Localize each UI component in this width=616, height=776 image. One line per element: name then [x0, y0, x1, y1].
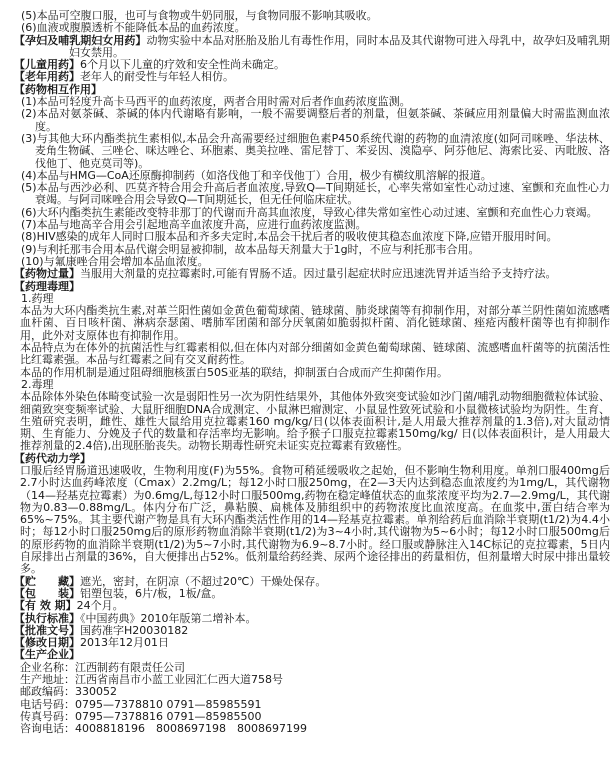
interaction-6-content: (6)大环内酯类抗生素能改变特非那丁的代谢而升高其血浓度，导致心律失常如室性心动过速、室颤和充血性心力衰竭。: [21, 205, 598, 219]
section-revision-date: [7, 637, 610, 649]
section-revision-date-content: 2013年12月01日: [80, 636, 169, 650]
toxicology-para-content: 本品除体外染色体畸变试验一次是弱阳性另一次为阴性结果外，其他体外致突变试验如沙门菌/哺乳动物细胞微粒体试验、细菌致突变频率试验、大鼠肝细胞DNA合成测定、小鼠淋巴瘤测定、小鼠显性致死试验和小鼠微核试验均为阴性。生育、生殖研究表明，雌性、雄性大鼠给用克拉霉素160 mg/kg/日(以体表面积计,是人用最大推荐剂量的1.3倍),对大鼠动情期、生育能力、分娩及子代的数量和存活率均无影响。给予猴子口服克拉霉素150mg/kg/ 日(以体表面积计，是人用最大推荐剂量的2.4倍),出现胚胎丧失。动物长期毒性研究未证实克拉霉素有致癌性。: [20, 390, 610, 453]
section-children-content: 6个月以下儿童的疗效和安全性尚未确定。: [80, 58, 285, 72]
pharmacology-para-1: [7, 305, 610, 342]
section-pharmacology-toxicology: [7, 281, 610, 293]
item-note-6-content: (6)血液或腹膜透析不能降低本品的血药浓度。: [21, 21, 246, 35]
item-note-5-content: (5)本品可空腹口服，也可与食物或牛奶同服，与食物同服不影响其吸收。: [21, 9, 378, 22]
section-drug-interactions-label: 【药物相互作用】: [14, 82, 102, 96]
interaction-2: [7, 108, 610, 133]
section-pregnancy: [7, 35, 610, 60]
section-pregnancy-label: 【孕妇及哺乳期妇女用药】: [14, 33, 147, 47]
manufacturer-postcode-label: 邮政编码：: [20, 685, 75, 699]
section-elderly-content: 老年人的耐受性与年轻人相仿。: [80, 70, 234, 84]
section-pregnancy-content: 动物实验中本品对胚胎及胎儿有毒性作用，同时本品及其代谢物可进入母乳中，故孕妇及哺乳期妇女禁用。: [69, 33, 610, 59]
interaction-1-content: (1)本品可轻度升高卡马西平的血药浓度，两者合用时需对后者作血药浓度监测。: [21, 95, 411, 109]
section-revision-date-label: 【修改日期】: [14, 636, 80, 650]
section-overdose-label: 【药物过量】: [14, 267, 80, 281]
subsection-pharmacology-content: 1.药理: [21, 291, 54, 305]
manufacturer-hotline: [7, 723, 610, 735]
section-children-label: 【儿童用药】: [14, 58, 80, 72]
interaction-10-content: (10)与氟康唑合用会增加本品血浓度。: [21, 254, 209, 268]
pharmacokinetics-para: [7, 465, 610, 576]
manufacturer-hotline-content: 4008818196 8008697198 8008697199: [75, 722, 307, 736]
section-approval-number-content: 国药准字H20030182: [80, 623, 189, 637]
section-pharmacokinetics-label: 【药代动力学】: [14, 451, 91, 465]
section-approval-number-label: 【批准文号】: [14, 623, 80, 637]
interaction-5: [7, 182, 610, 207]
section-packaging-label: 【包 装】: [14, 586, 80, 600]
section-elderly-label: 【老年用药】: [14, 70, 80, 84]
interaction-4-content: (4)本品与HMG—CoA还原酶抑制药（如洛伐他丁和辛伐他丁）合用，极少有横纹肌溶解的报道。: [21, 168, 492, 182]
manufacturer-postcode-content: 330052: [75, 685, 117, 699]
manufacturer-fax-label: 传真号码：: [20, 709, 75, 723]
manufacturer-address-content: 江西省南昌市小蓝工业园汇仁西大道758号: [75, 673, 283, 687]
interaction-3-content: (3)与其他大环内酯类抗生素相似,本品会升高需要经过细胞色素P450系统代谢的药物的血清浓度(如阿司咪唑、华法林、麦角生物碱、三唑仑、咪达唑仑、环胞素、奥美拉唑、雷尼替丁、苯妥因、溴隐亭、阿芬他尼、海索比妥、丙吡胺、洛伐他丁、他克莫司等)。: [21, 131, 610, 170]
pharmacokinetics-para-content: 口服后经胃肠道迅速吸收，生物利用度(F)为55%。食物可稍延缓吸收之起始，但不影响生物利用度。单剂口服400mg后2.7小时达血药峰浓度（Cmax）2.2mg/L；每12小时口服250mg，在2—3天内达到稳态血浓度约为1mg/L，其代谢物（14—羟基克拉霉素）为0.6mg/L,每12小时口服500mg,药物在稳定峰值状态的血浆浓度平均为2.7—2.9mg/L，其代谢物为0.83—0.88mg/L。体内分布广泛，鼻粘膜、扁桃体及肺组织中的药物浓度比血浓度高。在血浆中,蛋白结合率为65%~75%。其主要代谢产物是具有大环内酯类活性作用的14—羟基克拉霉素。单剂给药后血消除半衰期(t1/2)为4.4小时；每12小时口服250mg后的原形药物血消除半衰期(t1/2)为3~4小时,其代谢物为5~6小时；每12小时口服500mg后的原形药物的血消除半衰期(t1/2)为5~7小时,其代谢物为6.9~8.7小时。经口服或静脉注入14C标记的克拉霉素，5日内自尿排出占剂量的36%，自大便排出占52%。低剂量给药经粪、尿两个途径排出的药量相仿，但剂量增大时尿中排出量较多。: [20, 463, 610, 576]
pharmacology-para-3-content: 本品的作用机制是通过阻碍细胞核蛋白50S亚基的联结，抑制蛋白合成而产生抑菌作用。: [20, 365, 448, 379]
manufacturer-name-content: 江西制药有限责任公司: [75, 660, 185, 674]
pharmacology-para-2-content: 本品特点为在体外的抗菌活性与红霉素相似,但在体内对部分细菌如金黄色葡萄球菌、链球菌、流感嗜血杆菌等的抗菌活性比红霉素强。本品与红霉素之间有交叉耐药性。: [20, 341, 610, 367]
manufacturer-name-label: 企业名称：: [20, 660, 75, 674]
manufacturer-phone-label: 电话号码：: [20, 697, 75, 711]
pharmacology-para-1-content: 本品为大环内酯类抗生素,对革兰阳性菌如金黄色葡萄球菌、链球菌、肺炎球菌等有抑制作用，对部分革兰阴性菌如流感嗜血杆菌、百日咳杆菌、淋病奈瑟菌、嗜肺军团菌和部分厌氧菌如脆弱拟杆菌、消化链球菌、痤疮丙酸杆菌等也有抑制作用，此外对支原体也有抑制作用。: [20, 304, 610, 342]
pharmacology-para-3: [7, 367, 610, 379]
section-overdose-content: 当服用大剂量的克拉霉素时,可能有胃肠不适。因过量引起症状时应迅速洗胃并适当给予支持疗法。: [80, 267, 557, 281]
manufacturer-phone-content: 0795—7378810 0791—85985591: [75, 697, 262, 711]
manufacturer-fax-content: 0795—7378816 0791—85985500: [75, 709, 262, 723]
section-storage-content: 遮光，密封，在阴凉（不超过20℃）干燥处保存。: [80, 574, 327, 588]
section-shelf-life-content: 24个月。: [76, 599, 124, 613]
subsection-toxicology-content: 2.毒理: [21, 377, 54, 391]
section-overdose: [7, 268, 610, 280]
section-pharmacology-toxicology-label: 【药理毒理】: [14, 279, 80, 293]
section-manufacturer-label: 【生产企业】: [14, 648, 80, 662]
section-standard-content: 《中国药典》2010年版第二增补本。: [80, 611, 257, 625]
toxicology-para: [7, 391, 610, 452]
pharmacology-para-2: [7, 342, 610, 367]
section-packaging-content: 铝塑包装，6片/板，1板/盒。: [80, 586, 223, 600]
interaction-9-content: (9)与利托那韦合用本品代谢会明显被抑制，故本品每天剂量大于1g时，不应与利托那韦合用。: [21, 242, 480, 256]
interaction-3: [7, 133, 610, 170]
interaction-7-content: (7)本品与地高辛合用会引起地高辛血浓度升高，应进行血药浓度监测。: [21, 218, 367, 232]
manufacturer-hotline-label: 咨询电话：: [20, 722, 75, 736]
interaction-2-content: (2)本品对氨茶碱、茶碱的体内代谢略有影响，一般不需要调整后者的剂量，但氨茶碱、茶碱应用剂量偏大时需监测血浓度。: [21, 107, 610, 133]
interaction-8-content: (8)HIV感染的成年人同时口服本品和齐多夫定时,本品会干扰后者的吸收使其稳态血浓度下降,应错开服用时间。: [21, 230, 558, 244]
section-shelf-life-label: 【有 效 期】: [14, 599, 77, 613]
interaction-5-content: (5)本品与西沙必利、匹莫齐特合用会升高后者血浓度,导致Q—T间期延长，心率失常如室性心动过速、室颤和充血性心力衰竭。与阿司咪唑合用会导致Q—T间期延长，但无任何临床症状。: [21, 181, 610, 207]
section-storage-label: 【贮 藏】: [14, 574, 80, 588]
section-standard-label: 【执行标准】: [14, 611, 80, 625]
manufacturer-address-label: 生产地址：: [20, 673, 75, 687]
